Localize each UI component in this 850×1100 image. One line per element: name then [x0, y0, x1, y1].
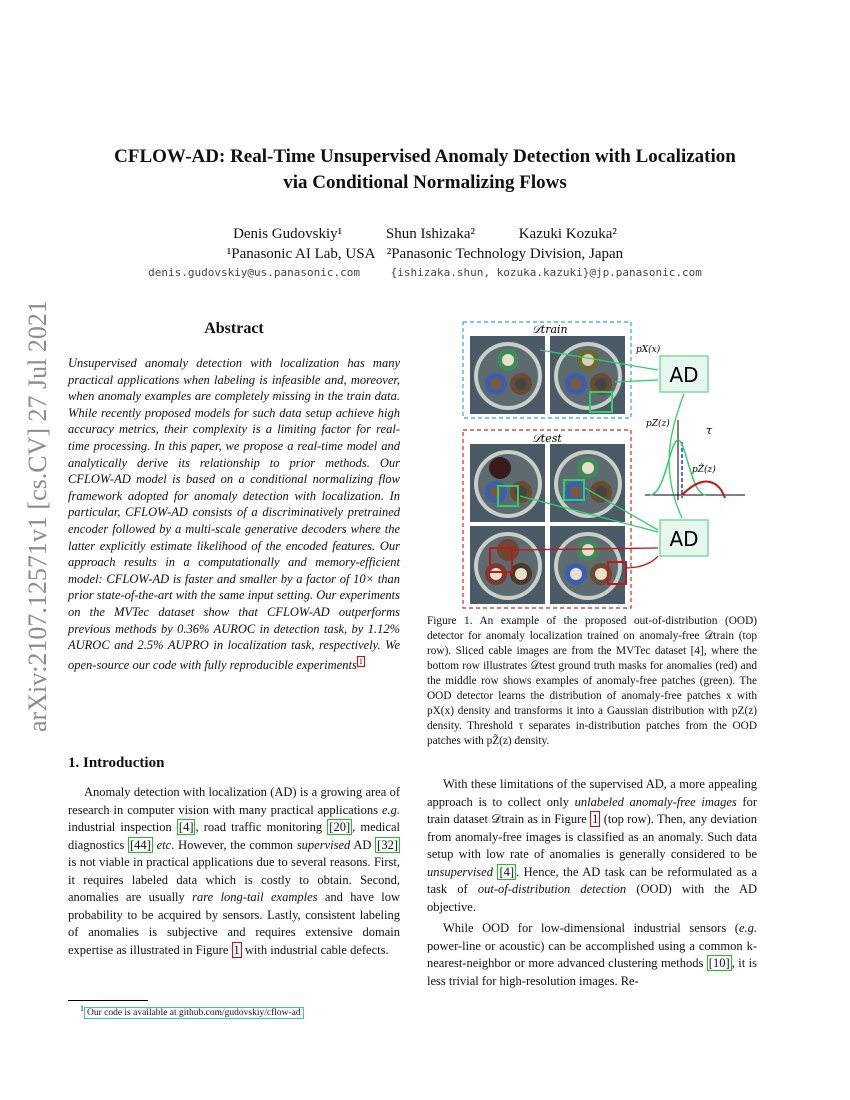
email-1: denis.gudovskiy@us.panasonic.com: [148, 266, 361, 279]
footnote-link-text[interactable]: Our code is available at github.com/gudovskiy/cflow-ad: [84, 1007, 304, 1019]
author-1: Denis Gudovskiy¹: [233, 226, 343, 242]
text-run: . However, the common: [171, 837, 297, 852]
citation-link[interactable]: [4]: [178, 820, 194, 834]
text-run: e.g.: [738, 921, 757, 935]
citation-link[interactable]: [44]: [130, 837, 151, 852]
author-list: [0, 224, 850, 244]
arxiv-stamp: arXiv:2107.12571v1 [cs.CV] 27 Jul 2021: [23, 300, 52, 732]
abstract-body: [68, 355, 400, 673]
footnote: [80, 1004, 304, 1018]
text-run: . Hence, the AD task can be reformulated as a task of: [427, 864, 757, 896]
abstract-text: Unsupervised anomaly detection with localization has many practical applications when labeling is infeasible and, moreover, when anomaly examples are completely missing in the train data. While recently proposed models for such data setup achieve high accuracy metrics, their complexity is a limiting factor for real-time processing. In this paper, we propose a real-time model and analytically derive its relationship to prior methods. Our CFLOW-AD model is based on a conditional normalizing flow framework adopted for anomaly detection with localization. In particular, CFLOW-AD consists of a discriminatively pretrained encoder followed by a multi-scale generative decoders where the latter explicitly estimate likelihood of the encoded features. Our approach results in a computationally and memory-efficient model: CFLOW-AD is faster and smaller by a factor of 10× than prior state-of-the-art with the same input setting. Our experiments on the MVTec dataset show that CFLOW-AD outperforms previous methods by 0.36% AUROC in detection task, by 1.12% AUROC and 2.5% AUPRO in localization task, respectively. We open-source our code with fully reproducible experiments: [68, 356, 400, 672]
cable-image: [470, 336, 545, 414]
figure-link[interactable]: 1: [592, 812, 599, 826]
text-run: out-of-distribution detection: [477, 882, 627, 896]
text-run: industrial inspection: [68, 820, 177, 834]
footnote-rule: [68, 1000, 148, 1001]
figure-link[interactable]: 1: [233, 942, 240, 957]
figure-caption: Figure 1. An example of the proposed out-of-distribution (OOD) detector for anomaly localization trained on anomaly-free 𝒟train (top row). Sliced cable images are from the MVTec dataset [4], where the bottom row illustrates 𝒟test ground truth masks for anomalies (red) and the middle row shows examples of anomaly-free patches (green). The OOD detector learns the distribution of anomaly-free patches x with pX(x) density and transforms it into a Gaussian distribution with pZ(z) density. Threshold τ separates in-distribution patches from the OOD patches with pZ̃(z) density.: [427, 615, 757, 747]
text-run: for train dataset 𝒟train as in Figure: [427, 794, 757, 826]
cable-image: [470, 444, 545, 522]
pz-label: pZ(z): [646, 419, 670, 429]
paper-title: [60, 144, 790, 196]
text-run: and have low probability to be acquired by sensors. Lastly, consistent labeling of anomalies is subjective and requires extensive domain expertise as illustrated in Figure: [68, 890, 400, 957]
author-2: Shun Ishizaka²: [385, 226, 475, 242]
footnote-link[interactable]: 1: [358, 656, 363, 666]
text-run: , road traffic monitoring: [195, 820, 328, 834]
text-run: unsupervised: [427, 864, 493, 879]
text-run: (OOD) with the AD objective.: [427, 882, 757, 914]
affiliation-list: [0, 244, 850, 264]
dtest-label: 𝒟test: [532, 432, 562, 445]
pz-tilde-label: pZ̃(z): [692, 465, 716, 475]
cable-image: [470, 526, 545, 604]
email-list: [0, 266, 850, 279]
dtrain-label: 𝒟train: [532, 323, 568, 336]
density-plot: [645, 420, 745, 500]
author-3: Kazuki Kozuka²: [518, 226, 617, 242]
ad-label-top: AD: [669, 363, 699, 387]
text-run: AD: [350, 837, 376, 852]
abstract-heading: Abstract: [204, 320, 264, 337]
citation-link[interactable]: [20]: [329, 820, 351, 834]
text-run: power-line or acoustic) can be accomplished using a common k-nearest-neighbor or more advanced clustering methods: [427, 938, 757, 970]
text-run: unlabeled anomaly-free images: [574, 794, 737, 809]
px-label: pX(x): [636, 345, 661, 355]
text-run: , medical diagnostics: [68, 820, 400, 852]
text-run: With these limitations of the supervised AD, a more appealing approach is to collect only: [427, 777, 757, 809]
citation-link[interactable]: [4]: [499, 864, 515, 879]
cable-images: [470, 336, 626, 604]
email-2: {ishizaka.shun, kozuka.kazuki}@jp.panasonic.com: [390, 266, 702, 279]
cable-image: [550, 526, 626, 604]
affiliation-1: ¹Panasonic AI Lab, USA: [226, 246, 376, 262]
title-line-1: CFLOW-AD: Real-Time Unsupervised Anomaly Detection with Localization: [114, 146, 736, 167]
right-column-text: [427, 776, 757, 990]
tau-label: τ: [706, 424, 713, 437]
text-run: While OOD for low-dimensional industrial sensors (: [443, 921, 739, 935]
text-run: , it is less trivial for high-resolution images. Re-: [427, 956, 757, 988]
ad-label-bottom: AD: [669, 527, 699, 551]
citation-link[interactable]: [32]: [377, 837, 398, 852]
text-run: supervised: [296, 837, 351, 852]
text-run: rare long-tail examples: [192, 890, 318, 904]
affiliation-2: ²Panasonic Technology Division, Japan: [386, 246, 624, 262]
text-run: is not viable in practical applications due to several reasons. First, it requires labeled data which is costly to obtain. Second, anomalies are usually: [68, 855, 400, 904]
title-line-2: via Conditional Normalizing Flows: [283, 172, 567, 193]
text-run: (top row). Then, any deviation from anomaly-free images is classified as an anomaly. Such data setup with low rate of anomalies is generally considered to be: [427, 812, 757, 861]
text-run: e.g.: [381, 802, 400, 817]
cable-image: [550, 444, 625, 522]
cable-image: [550, 336, 625, 414]
section-heading: 1. Introduction: [68, 755, 165, 771]
text-run: etc: [152, 837, 172, 852]
footnote-number: 1: [80, 1004, 84, 1013]
text-run: with industrial cable defects.: [241, 942, 389, 957]
text-run: Anomaly detection with localization (AD) is a growing area of research in computer vision with many practical applications: [68, 785, 400, 817]
citation-link[interactable]: [10]: [708, 956, 730, 970]
intro-paragraph: [68, 784, 400, 959]
figure-1: [460, 320, 760, 612]
